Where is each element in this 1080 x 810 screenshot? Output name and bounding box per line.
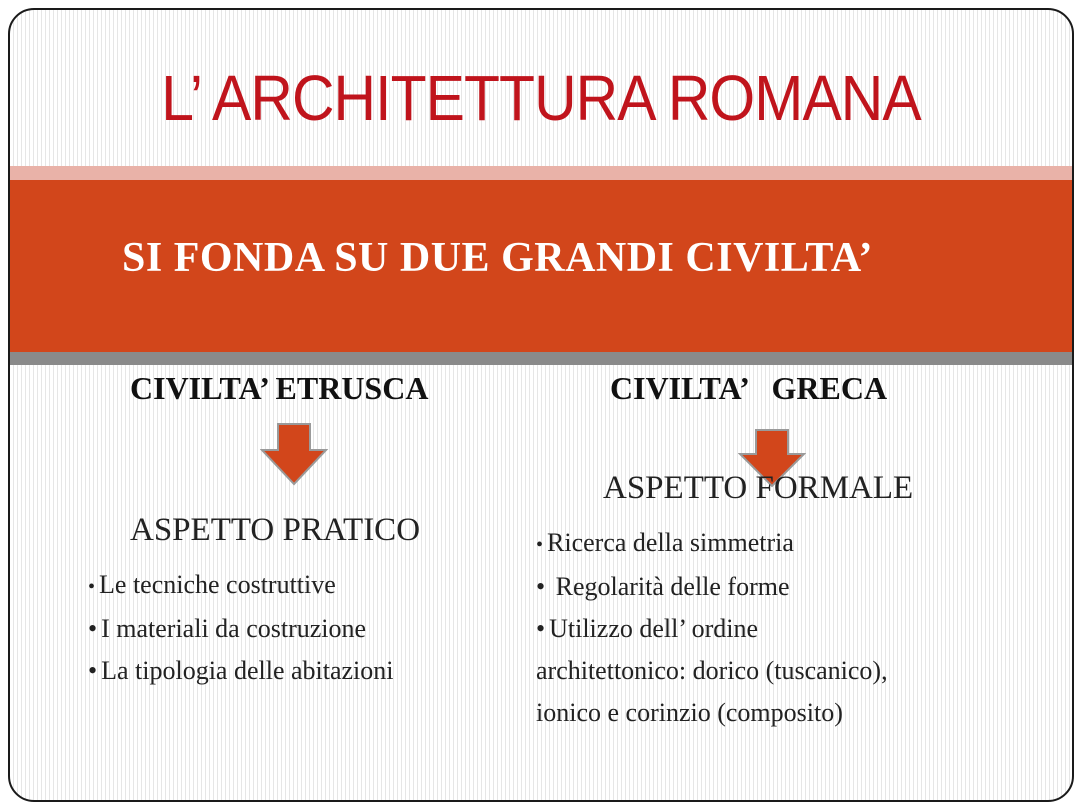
right-aspect-label: ASPETTO FORMALE — [603, 470, 914, 506]
bullet-icon: • — [88, 576, 96, 598]
banner-top-stripe — [10, 166, 1072, 180]
left-bullet-list — [88, 564, 394, 692]
list-item: • La tipologia delle abitazioni — [88, 650, 394, 692]
left-column-heading: CIVILTA’ ETRUSCA — [130, 370, 429, 406]
list-item: • Utilizzo dell’ ordine architettonico: dorico (tuscanico), ionico e corinzio (composito) — [536, 608, 888, 734]
list-item: • Regolarità delle forme — [536, 566, 888, 608]
bullet-icon: • — [88, 656, 98, 685]
banner-bottom-stripe — [10, 352, 1072, 365]
right-bullet-list — [536, 522, 888, 734]
right-column-heading: CIVILTA’ GRECA — [610, 370, 888, 406]
banner-text: SI FONDA SU DUE GRANDI CIVILTA’ — [122, 235, 874, 281]
list-item: • Le tecniche costruttive — [88, 564, 394, 608]
bullet-icon: • — [536, 534, 544, 556]
bullet-icon: • — [536, 614, 546, 643]
slide — [8, 8, 1074, 802]
list-item: • Ricerca della simmetria — [536, 522, 888, 566]
slide-title: L’ ARCHITETTURA ROMANA — [161, 62, 921, 134]
left-aspect-label: ASPETTO PRATICO — [130, 512, 421, 548]
bullet-icon: • — [88, 614, 98, 643]
down-arrow-icon — [260, 422, 328, 486]
list-item-continuation: ionico e corinzio (composito) — [536, 698, 843, 727]
list-item-continuation: architettonico: dorico (tuscanico), — [536, 656, 888, 685]
list-item: • I materiali da costruzione — [88, 608, 394, 650]
bullet-icon: • — [536, 572, 546, 601]
